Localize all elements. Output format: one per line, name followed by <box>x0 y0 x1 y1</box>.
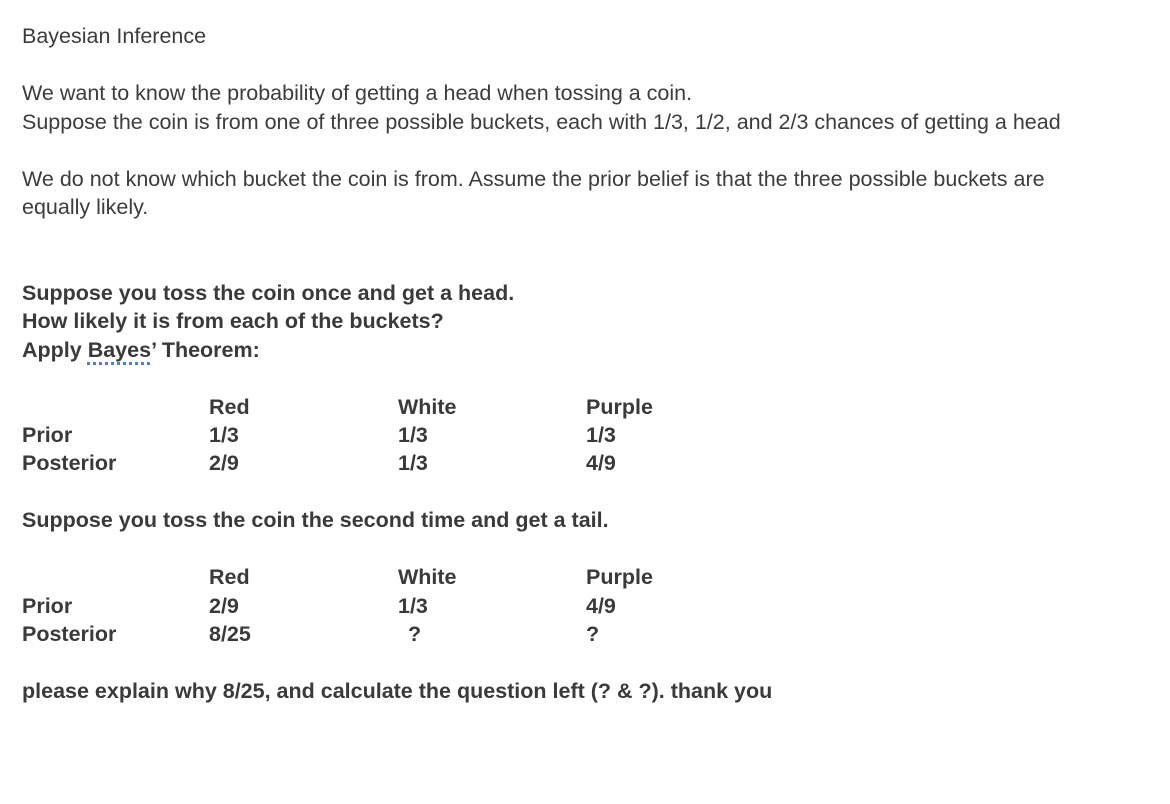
table1-cell: 1/3 <box>398 423 428 447</box>
table1-cell: 4/9 <box>586 451 616 475</box>
table1-cell: 1/3 <box>586 423 616 447</box>
table2-cell: 4/9 <box>586 594 616 618</box>
question2: Suppose you toss the coin the second time and get a tail. <box>22 508 609 532</box>
intro-line-3: We do not know which bucket the coin is from. Assume the prior belief is that the three possible buckets are <box>22 167 1045 191</box>
table2-header-purple: Purple <box>586 565 653 589</box>
table2-row-label-posterior: Posterior <box>22 622 117 646</box>
page-title: Bayesian Inference <box>22 24 207 48</box>
table2-header-white: White <box>398 565 457 589</box>
theorem-text: ’ Theorem: <box>151 338 260 362</box>
spellcheck-word[interactable]: Bayes <box>87 338 152 362</box>
question1-line-3 <box>22 336 260 364</box>
table2-row-label-prior: Prior <box>22 594 73 618</box>
table1-cell: 1/3 <box>398 451 428 475</box>
intro-line-2: Suppose the coin is from one of three possible buckets, each with 1/3, 1/2, and 2/3 chances of getting a head <box>22 110 1061 134</box>
intro-line-4: equally likely. <box>22 195 149 219</box>
closing-request: please explain why 8/25, and calculate the question left (? & ?). thank you <box>22 679 773 703</box>
table1-row-label-prior: Prior <box>22 423 73 447</box>
table1-cell: 2/9 <box>209 451 239 475</box>
table1-header-purple: Purple <box>586 395 653 419</box>
table1-header-red: Red <box>209 395 250 419</box>
table2-cell: 8/25 <box>209 622 251 646</box>
table2-cell: ? <box>586 622 600 646</box>
table2-cell: 2/9 <box>209 594 239 618</box>
question1-line-2: How likely it is from each of the buckets? <box>22 309 444 333</box>
table1-header-white: White <box>398 395 457 419</box>
apply-text: Apply <box>22 338 88 362</box>
table2-header-red: Red <box>209 565 250 589</box>
intro-line-1: We want to know the probability of getting a head when tossing a coin. <box>22 81 693 105</box>
table1-row-label-posterior: Posterior <box>22 451 117 475</box>
table2-cell: 1/3 <box>398 594 428 618</box>
question1-line-1: Suppose you toss the coin once and get a head. <box>22 281 515 305</box>
table2-cell: ? <box>408 622 422 646</box>
table1-cell: 1/3 <box>209 423 239 447</box>
